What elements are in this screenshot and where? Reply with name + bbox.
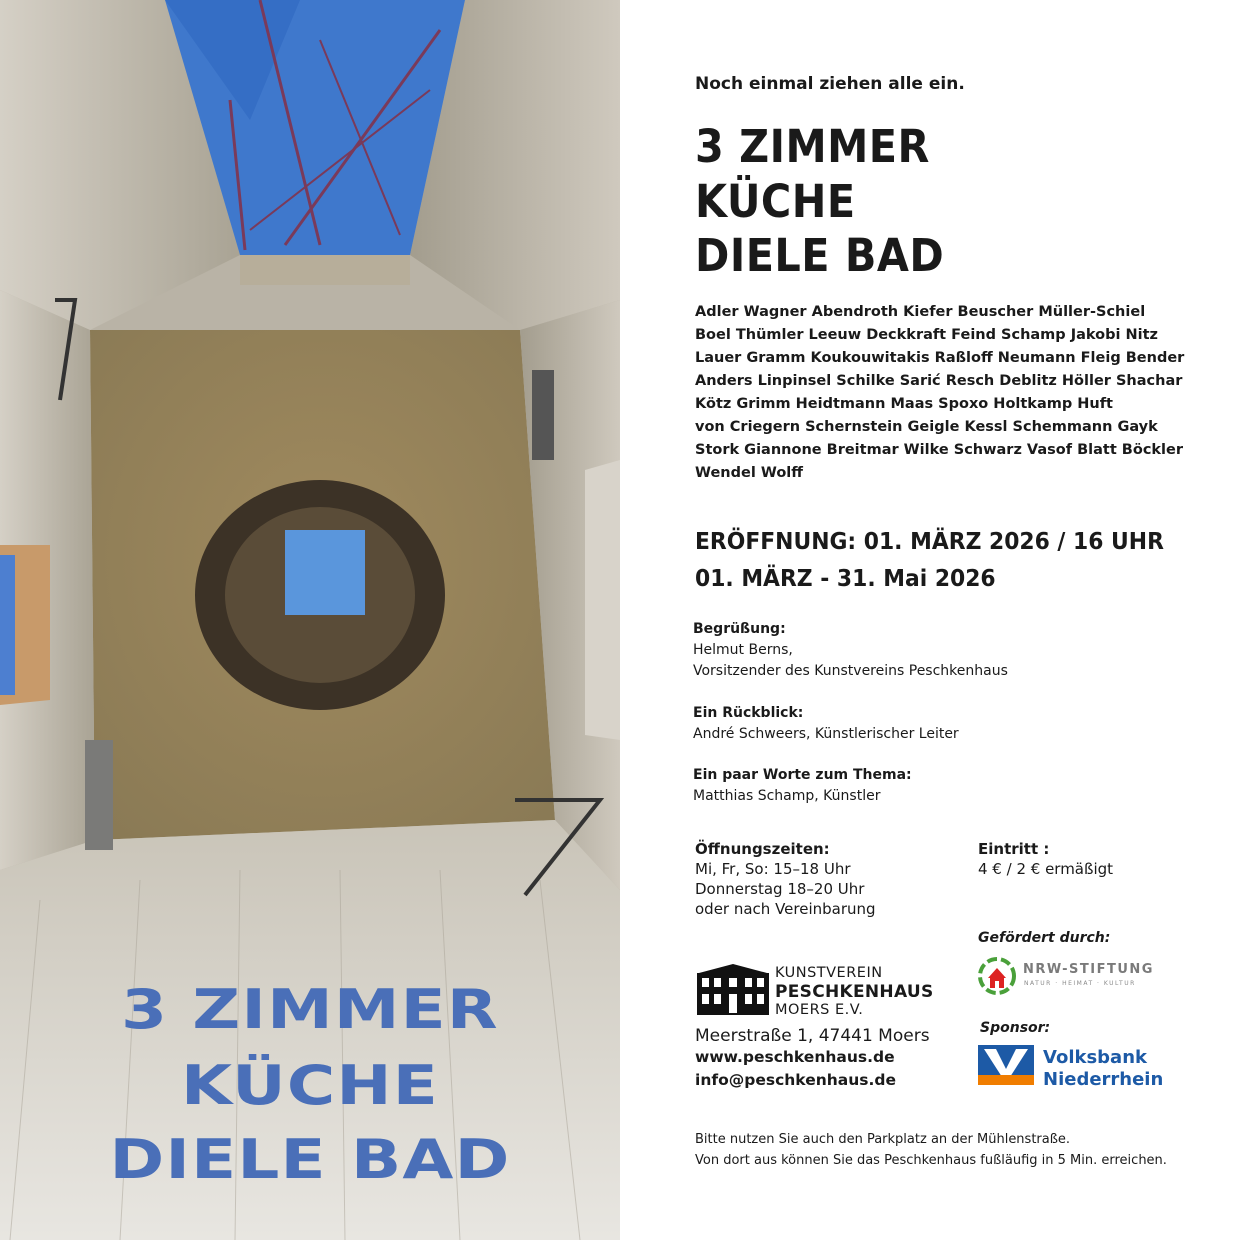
- program-label: Ein Rückblick:: [693, 705, 804, 721]
- hours-line: Mi, Fr, So: 15–18 Uhr: [695, 860, 851, 878]
- artist-line: Anders Linpinsel Schilke Sarić Resch Deblitz Höller Shachar: [695, 373, 1183, 389]
- overlay-title-line-2: KÜCHE: [181, 1054, 439, 1117]
- artist-line: Wendel Wolff: [695, 465, 804, 481]
- kunstverein-line-1: KUNSTVEREIN: [775, 965, 883, 981]
- kunstverein-logo: [695, 963, 945, 1023]
- admission-value: 4 € / 2 € ermäßigt: [978, 860, 1114, 878]
- volksbank-line-1: Volksbank: [1043, 1047, 1147, 1068]
- kunstverein-line-3: MOERS E.V.: [775, 1002, 864, 1018]
- artist-line: Kötz Grimm Heidtmann Maas Spoxo Holtkamp Huft: [695, 396, 1113, 412]
- program-theme: [693, 765, 912, 807]
- parking-line: Von dort aus können Sie das Peschkenhaus fußläufig in 5 Min. erreichen.: [695, 1153, 1167, 1168]
- sponsor-label: Sponsor:: [980, 1020, 1051, 1036]
- program-line: Helmut Berns,: [693, 642, 793, 658]
- title-line-1: 3 ZIMMER: [695, 120, 930, 173]
- artist-list: [695, 301, 1185, 485]
- tagline: Noch einmal ziehen alle ein.: [695, 74, 965, 94]
- title-line-3: DIELE BAD: [695, 229, 945, 282]
- program-label: Begrüßung:: [693, 621, 786, 637]
- artist-line: von Criegern Schernstein Geigle Kessl Schemmann Gayk: [695, 419, 1158, 435]
- email-link[interactable]: info@peschkenhaus.de: [695, 1071, 896, 1089]
- program-line: Matthias Schamp, Künstler: [693, 788, 881, 804]
- program-line: Vorsitzender des Kunstvereins Peschkenhaus: [693, 663, 1008, 679]
- kunstverein-line-2: PESCHKENHAUS: [775, 982, 934, 1002]
- hours-line: oder nach Vereinbarung: [695, 900, 876, 918]
- program-welcome: [693, 619, 1008, 682]
- overlay-title-line-3: DIELE BAD: [109, 1128, 511, 1191]
- program-line: André Schweers, Künstlerischer Leiter: [693, 726, 959, 742]
- artist-line: Boel Thümler Leeuw Deckkraft Feind Schamp Jakobi Nitz: [695, 327, 1158, 343]
- admission: [978, 839, 1113, 879]
- nrw-stiftung-logo: [977, 956, 1157, 996]
- hours-label: Öffnungszeiten:: [695, 840, 830, 858]
- volksbank-line-2: Niederrhein: [1043, 1069, 1164, 1090]
- volksbank-logo: [978, 1045, 1168, 1091]
- overlay-title-line-1: 3 ZIMMER: [121, 978, 499, 1041]
- nrw-subline: NATUR · HEIMAT · KULTUR: [1024, 980, 1136, 987]
- opening-date: ERÖFFNUNG: 01. MÄRZ 2026 / 16 UHR: [695, 529, 1164, 555]
- nrw-flower-icon: [977, 956, 1017, 996]
- title-line-2: KÜCHE: [695, 175, 856, 228]
- website-link[interactable]: www.peschkenhaus.de: [695, 1048, 895, 1066]
- hours-line: Donnerstag 18–20 Uhr: [695, 880, 865, 898]
- program-review: [693, 703, 959, 745]
- exhibition-period: 01. MÄRZ - 31. Mai 2026: [695, 566, 996, 592]
- artist-line: Lauer Gramm Koukouwitakis Raßloff Neumann Fleig Bender: [695, 350, 1185, 366]
- volksbank-v-icon: [978, 1045, 1034, 1085]
- nrw-name: NRW-STIFTUNG: [1023, 962, 1154, 977]
- opening-hours: [695, 839, 876, 919]
- funded-by-label: Gefördert durch:: [978, 930, 1111, 946]
- address: Meerstraße 1, 47441 Moers: [695, 1026, 930, 1046]
- admission-label: Eintritt :: [978, 840, 1050, 858]
- artist-line: Adler Wagner Abendroth Kiefer Beuscher Müller-Schiel: [695, 304, 1146, 320]
- volksbank-name: [1043, 1047, 1163, 1091]
- program-label: Ein paar Worte zum Thema:: [693, 767, 912, 783]
- parking-line: Bitte nutzen Sie auch den Parkplatz an der Mühlenstraße.: [695, 1132, 1071, 1147]
- house-icon: [695, 963, 771, 1017]
- parking-note: [695, 1129, 1167, 1171]
- artist-line: Stork Giannone Breitmar Wilke Schwarz Vasof Blatt Böckler: [695, 442, 1184, 458]
